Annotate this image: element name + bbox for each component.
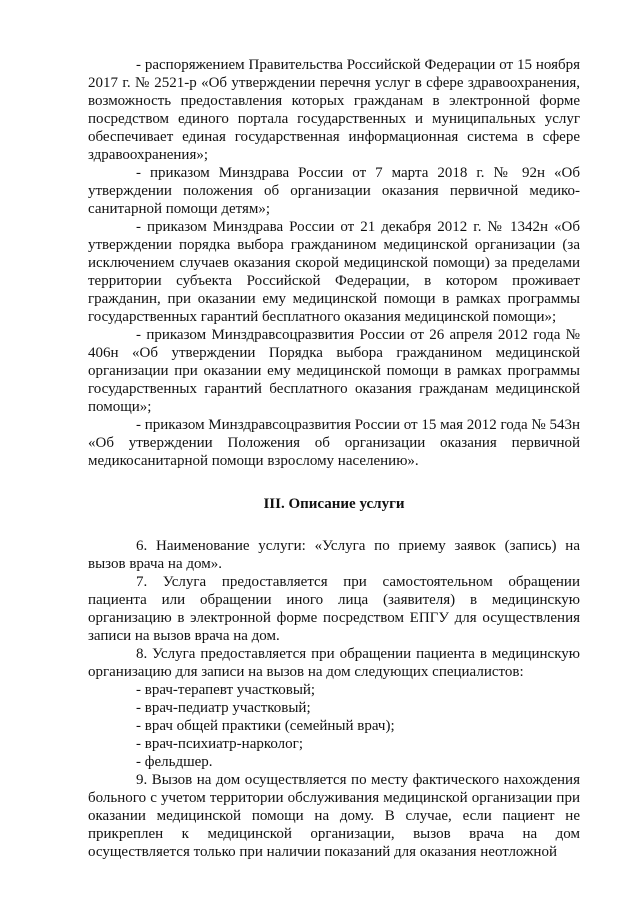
clause-9: 9. Вызов на дом осуществляется по месту фактического нахождения больного с учетом территории обслуживания медицинской организации при оказании медицинской помощи на дому. В случае, если пациент не прикреплен к медицинской организации, вызов врача на дом осуществляется только при наличии показаний для оказания неотложной: [88, 772, 580, 860]
legal-basis-item: - приказом Минздрава России от 7 марта 2018 г. № 92н «Об утверждении положения об организации оказания первичной медико-санитарной помощи детям»;: [88, 165, 580, 217]
legal-basis-item: - приказом Минздравсоцразвития России от 15 мая 2012 года № 543н «Об утверждении Положения об организации оказания первичной медикосанитарной помощи взрослому населению».: [88, 417, 580, 469]
clause-6: 6. Наименование услуги: «Услуга по приему заявок (запись) на вызов врача на дом».: [88, 538, 580, 572]
legal-basis-item: - приказом Минздрава России от 21 декабря 2012 г. № 1342н «Об утверждении порядка выбора гражданином медицинской организации (за исключением случаев оказания скорой медицинской помощи) за пределами территории субъекта Российской Федерации, в котором проживает гражданин, при оказании ему медицинской помощи в рамках программы государственных гарантий бесплатного оказания медицинской помощи»;: [88, 219, 580, 325]
clause-7: 7. Услуга предоставляется при самостоятельном обращении пациента или обращении иного лица (заявителя) в медицинскую организацию в электронной форме посредством ЕПГУ для осуществления записи на вызов врача на дом.: [88, 574, 580, 644]
specialist-item: - врач-терапевт участковый;: [136, 682, 316, 698]
specialist-item: - врач-психиатр-нарколог;: [136, 736, 303, 752]
specialist-item: - фельдшер.: [136, 754, 213, 770]
specialist-item: - врач общей практики (семейный врач);: [136, 718, 395, 734]
legal-basis-item: - распоряжением Правительства Российской Федерации от 15 ноября 2017 г. № 2521-р «Об утверждении перечня услуг в сфере здравоохранения, возможность предоставления которых гражданам в электронной форме посредством единого портала государственных и муниципальных услуг обеспечивает единая государственная информационная система в сфере здравоохранения»;: [88, 57, 580, 163]
section-heading: III. Описание услуги: [263, 496, 405, 512]
clause-8: 8. Услуга предоставляется при обращении пациента в медицинскую организацию для записи на вызов на дом следующих специалистов:: [88, 646, 580, 680]
specialist-item: - врач-педиатр участковый;: [136, 700, 311, 716]
legal-basis-item: - приказом Минздравсоцразвития России от 26 апреля 2012 года № 406н «Об утверждении Порядка выбора гражданином медицинской организации при оказании ему медицинской помощи в рамках программы государственных гарантий бесплатного оказания гражданам медицинской помощи»;: [88, 327, 580, 415]
